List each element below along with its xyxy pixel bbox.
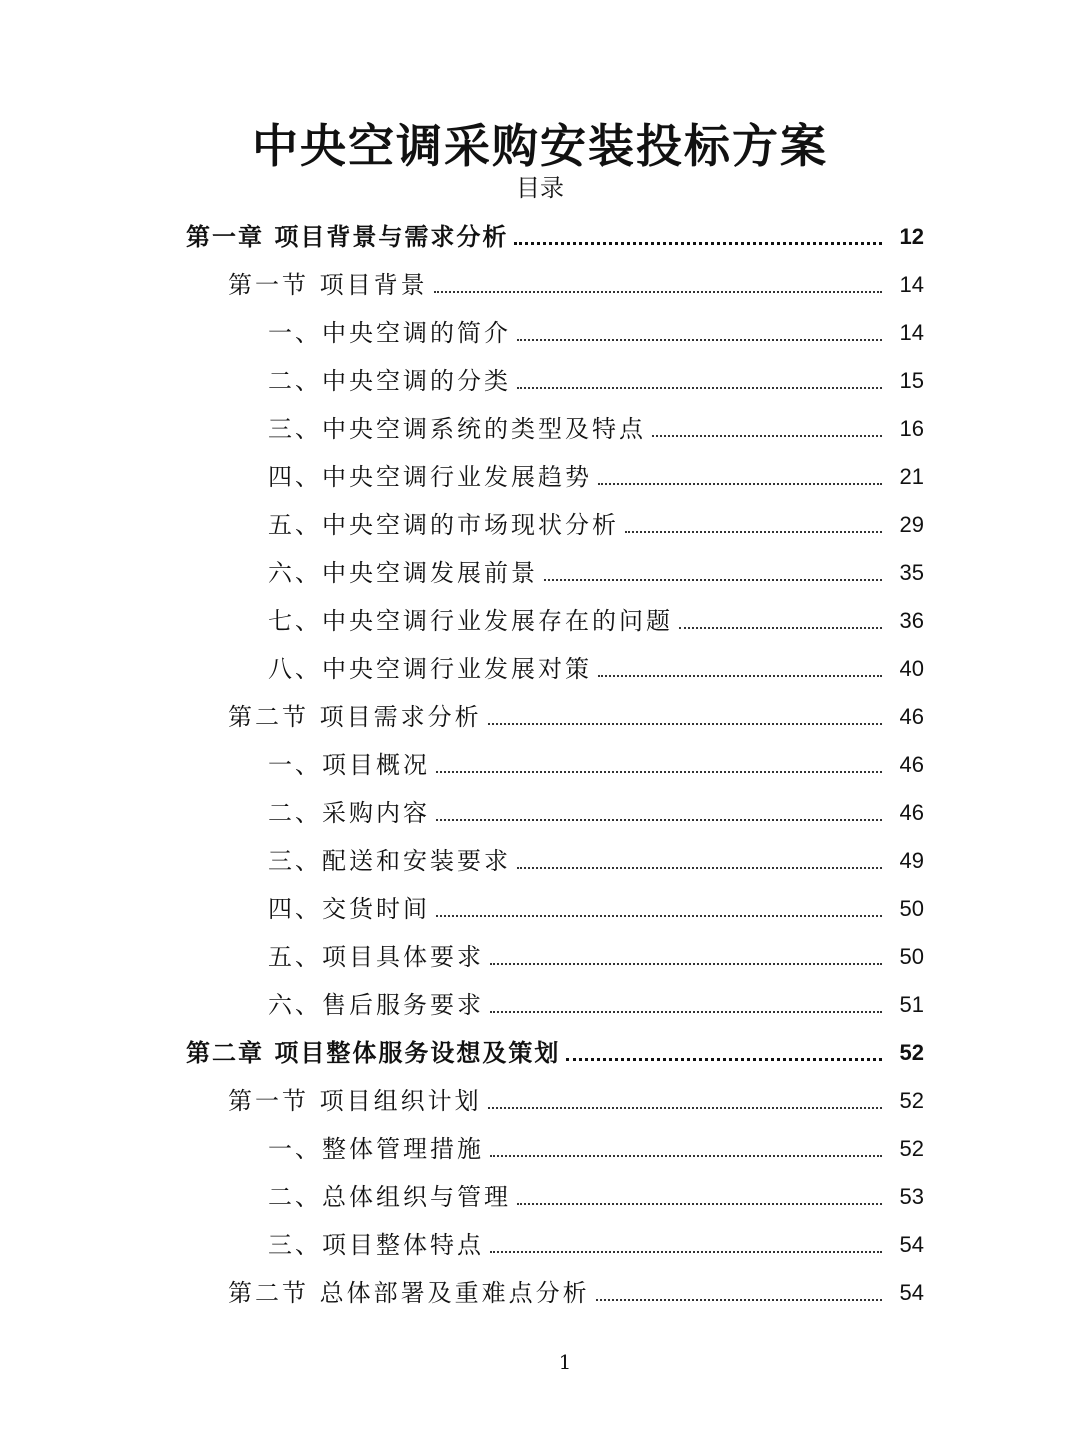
toc-entry-label: 一、整体管理措施 <box>268 1135 484 1163</box>
toc-dot-leader <box>517 339 882 341</box>
toc-chapter-entry[interactable] <box>0 212 1080 260</box>
page-number: 1 <box>558 1350 572 1374</box>
toc-subsection-entry[interactable] <box>0 1220 1080 1268</box>
toc-entry-label: 五、中央空调的市场现状分析 <box>268 511 619 539</box>
toc-entry-label: 二、采购内容 <box>268 799 430 827</box>
toc-dot-leader <box>490 1011 882 1013</box>
toc-dot-leader <box>488 723 882 725</box>
toc-entry-page-number: 50 <box>899 944 924 969</box>
toc-entry-page-number: 46 <box>899 704 924 729</box>
toc-entry-page-number: 52 <box>899 1088 924 1113</box>
toc-subsection-entry[interactable] <box>0 596 1080 644</box>
toc-dot-leader <box>517 1203 882 1205</box>
toc-entry-label: 第二章 项目整体服务设想及策划 <box>186 1038 561 1067</box>
toc-dot-leader <box>625 531 882 533</box>
toc-dot-leader <box>598 483 882 485</box>
toc-entry-label: 一、中央空调的简介 <box>268 319 511 347</box>
toc-entry-label: 三、中央空调系统的类型及特点 <box>268 415 646 443</box>
toc-section-entry[interactable] <box>0 1268 1080 1316</box>
toc-entry-page-number: 54 <box>899 1280 924 1305</box>
toc-dot-leader <box>490 1251 882 1253</box>
toc-entry-label: 七、中央空调行业发展存在的问题 <box>268 607 673 635</box>
toc-entry-page-number: 52 <box>899 1040 924 1065</box>
toc-section-entry[interactable] <box>0 692 1080 740</box>
toc-dot-leader <box>488 1107 882 1109</box>
toc-subsection-entry[interactable] <box>0 548 1080 596</box>
toc-entry-page-number: 14 <box>899 272 924 297</box>
toc-entry-label: 四、中央空调行业发展趋势 <box>268 463 592 491</box>
toc-entry-page-number: 40 <box>899 656 924 681</box>
toc-entry-label: 第二节 总体部署及重难点分析 <box>228 1279 590 1307</box>
toc-entry-label: 三、项目整体特点 <box>268 1231 484 1259</box>
toc-entry-label: 一、项目概况 <box>268 751 430 779</box>
toc-entry-page-number: 14 <box>899 320 924 345</box>
toc-subsection-entry[interactable] <box>0 932 1080 980</box>
toc-chapter-entry[interactable] <box>0 1028 1080 1076</box>
toc-dot-leader <box>514 242 882 245</box>
toc-entry-page-number: 46 <box>899 800 924 825</box>
toc-entry-label: 五、项目具体要求 <box>268 943 484 971</box>
toc-dot-leader <box>596 1299 882 1301</box>
toc-entry-page-number: 12 <box>899 224 924 249</box>
table-of-contents <box>0 212 1080 1316</box>
toc-entry-page-number: 36 <box>899 608 924 633</box>
toc-dot-leader <box>566 1058 882 1061</box>
toc-subsection-entry[interactable] <box>0 1124 1080 1172</box>
toc-dot-leader <box>490 963 882 965</box>
toc-subsection-entry[interactable] <box>0 980 1080 1028</box>
toc-dot-leader <box>652 435 882 437</box>
toc-subsection-entry[interactable] <box>0 452 1080 500</box>
toc-entry-label: 三、配送和安装要求 <box>268 847 511 875</box>
toc-section-entry[interactable] <box>0 260 1080 308</box>
toc-entry-label: 六、中央空调发展前景 <box>268 559 538 587</box>
toc-subsection-entry[interactable] <box>0 1172 1080 1220</box>
toc-subsection-entry[interactable] <box>0 788 1080 836</box>
toc-subsection-entry[interactable] <box>0 356 1080 404</box>
toc-entry-page-number: 51 <box>899 992 924 1017</box>
toc-dot-leader <box>434 291 882 293</box>
toc-subsection-entry[interactable] <box>0 308 1080 356</box>
toc-entry-page-number: 16 <box>899 416 924 441</box>
toc-entry-label: 八、中央空调行业发展对策 <box>268 655 592 683</box>
toc-section-entry[interactable] <box>0 1076 1080 1124</box>
toc-dot-leader <box>517 387 882 389</box>
toc-dot-leader <box>598 675 882 677</box>
toc-entry-label: 第二节 项目需求分析 <box>228 703 482 731</box>
toc-dot-leader <box>679 627 882 629</box>
toc-entry-label: 六、售后服务要求 <box>268 991 484 1019</box>
toc-entry-label: 四、交货时间 <box>268 895 430 923</box>
toc-subsection-entry[interactable] <box>0 740 1080 788</box>
toc-entry-page-number: 53 <box>899 1184 924 1209</box>
toc-entry-page-number: 49 <box>899 848 924 873</box>
toc-subsection-entry[interactable] <box>0 836 1080 884</box>
toc-subsection-entry[interactable] <box>0 404 1080 452</box>
toc-heading: 目录 <box>516 174 564 202</box>
toc-entry-label: 第一章 项目背景与需求分析 <box>186 222 509 251</box>
toc-entry-page-number: 50 <box>899 896 924 921</box>
toc-entry-page-number: 54 <box>899 1232 924 1257</box>
toc-dot-leader <box>436 819 882 821</box>
toc-dot-leader <box>517 867 882 869</box>
toc-entry-label: 二、中央空调的分类 <box>268 367 511 395</box>
toc-entry-label: 第一节 项目组织计划 <box>228 1087 482 1115</box>
toc-subsection-entry[interactable] <box>0 644 1080 692</box>
toc-entry-label: 第一节 项目背景 <box>228 271 428 299</box>
toc-dot-leader <box>544 579 882 581</box>
toc-dot-leader <box>436 915 882 917</box>
toc-entry-page-number: 35 <box>899 560 924 585</box>
toc-entry-page-number: 15 <box>899 368 924 393</box>
toc-subsection-entry[interactable] <box>0 884 1080 932</box>
toc-entry-page-number: 46 <box>899 752 924 777</box>
toc-dot-leader <box>436 771 882 773</box>
toc-entry-label: 二、总体组织与管理 <box>268 1183 511 1211</box>
toc-entry-page-number: 21 <box>899 464 924 489</box>
toc-subsection-entry[interactable] <box>0 500 1080 548</box>
toc-entry-page-number: 29 <box>899 512 924 537</box>
document-title: 中央空调采购安装投标方案 <box>252 119 828 173</box>
toc-dot-leader <box>490 1155 882 1157</box>
toc-entry-page-number: 52 <box>899 1136 924 1161</box>
